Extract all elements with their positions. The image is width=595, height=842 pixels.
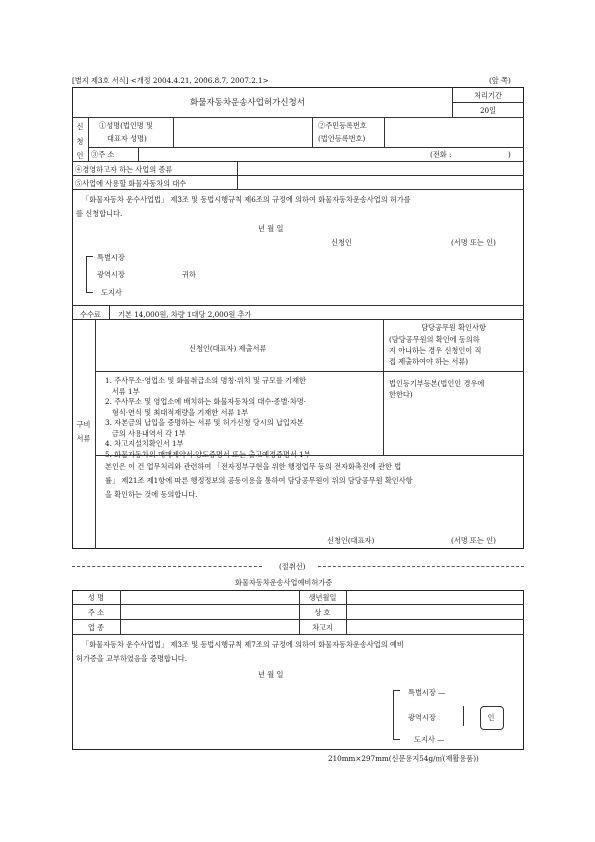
consent-sign-or-seal: (서명 또는 인): [451, 536, 496, 545]
authority-bracket: [86, 256, 93, 293]
processing-period-label: 처리기간: [474, 91, 502, 100]
cut-line-left: [72, 566, 262, 567]
cert-trade-label: 상 호: [314, 608, 331, 617]
official-check-note-3: 접 제출하여야 하는 서류): [389, 357, 469, 366]
cert-garage-field[interactable]: [347, 620, 523, 633]
phone-close: ): [508, 150, 511, 159]
cert-garage-label: 차고지: [312, 623, 333, 632]
cert-text-line-1: 「화물자동차 운수사업법」 제3조 및 동법시행규칙 제7조의 규정에 의하여 화물자동차운송사업의 예비: [82, 640, 404, 649]
form-title: 화물자동차운송사업허가신청서: [190, 98, 305, 108]
paper-spec-footer: 210mm×297mm(신문용지54g/㎡(재활용품)): [328, 754, 479, 763]
authority-1: 특별시장: [97, 253, 125, 262]
request-text-line-2: 를 신청합니다.: [76, 209, 123, 218]
cert-authority-1: 특별시장 —: [408, 688, 446, 697]
cert-business-field[interactable]: [121, 620, 298, 633]
applicant-label-2: 청: [76, 137, 84, 146]
official-check-note-1: (담당공무원의 확인에 동의하: [389, 335, 480, 344]
vehicle-count-field[interactable]: [238, 176, 523, 188]
official-doc-item: 한한다): [389, 389, 413, 399]
consent-sign-label: 신청인(대표자): [327, 536, 375, 545]
docs-label-2: 서류: [76, 434, 91, 443]
consent-line-2: 률」 제21조 제1항에 따른 행정정보의 공동이용을 통하여 담당공무원이 위의 담당공무원 확인사항: [105, 476, 413, 485]
cut-line-right: [318, 566, 524, 567]
applicant-label-3: 인: [76, 151, 84, 160]
cert-birth-field[interactable]: [347, 591, 523, 603]
address-field[interactable]: [139, 148, 523, 160]
id-number-field[interactable]: [385, 118, 523, 146]
cert-address-label: 주 소: [87, 608, 105, 617]
applicant-doc-item: 4. 차고지설치확인서 1부: [105, 439, 184, 448]
applicant-docs-list: [105, 376, 380, 460]
consent-line-3: 을 확인하는 것에 동의합니다.: [105, 490, 198, 499]
cert-authority-bar: [463, 706, 464, 726]
applicant-doc-item: 5. 화물자동차의 매매계약서·양도증명서 또는 출고예정증명서 1부: [105, 449, 311, 459]
fee-value: 기본 14,000원, 차량 1대당 2,000원 추가: [118, 310, 252, 319]
applicant-doc-item: 3. 자본금의 납입을 증명하는 서류 및 허가신청 당시의 납입자본: [105, 418, 304, 427]
address-label: ③주 소: [91, 150, 115, 159]
cert-trade-field[interactable]: [347, 605, 523, 618]
cut-label: (절취선): [279, 562, 306, 571]
request-text-line-1: 「화물자동차 운수사업법」 제3조 및 동법시행규칙 제6조의 규정에 의하여 화물자동차운송사업의 허가를: [82, 195, 411, 204]
name-label: ①성명(법인명 및: [99, 121, 153, 130]
vehicle-count-label: ⑤사업에 사용할 화물자동차의 대수: [75, 179, 187, 188]
sign-or-seal: (서명 또는 인): [451, 238, 496, 247]
processing-period-value: 20일: [479, 106, 497, 115]
cert-name-label: 성 명: [87, 593, 105, 602]
applicant-doc-item: 2. 주사무소 및 영업소에 배치하는 화물자동차의 대수·종별·차명·: [105, 397, 307, 406]
cert-business-label: 업 종: [87, 623, 105, 632]
cert-address-field[interactable]: [121, 605, 298, 618]
business-type-field[interactable]: [238, 162, 523, 174]
cert-text-line-2: 허가증을 교부하였음을 증명합니다.: [76, 654, 188, 663]
name-field[interactable]: [174, 118, 311, 146]
applicant-doc-item: 1. 주사무소·영업소 및 화물취급소의 명칭·위치 및 규모를 기재한: [105, 376, 307, 385]
official-doc-item: 법인등기부등본(법인인 경우에: [389, 379, 485, 388]
applicant-label-1: 신: [76, 122, 84, 131]
applicant-sign-label: 신청인: [331, 238, 352, 247]
certificate-title: 화물자동차운송사업예비허가증: [235, 578, 333, 587]
authority-3: 도지사: [101, 288, 122, 297]
cert-name-field[interactable]: [121, 591, 298, 603]
consent-line-1: 본인은 이 건 업무처리와 관련하여 「전자정부구현을 위한 행정업무 등의 전자화촉진에 관한 법: [105, 462, 402, 471]
official-docs-list: [389, 379, 484, 400]
seal-label: 인: [487, 713, 495, 722]
id-number-label-sub: (법인등록번호): [318, 134, 366, 143]
official-check-header: 담당공무원 확인사항: [421, 323, 486, 332]
request-date: 년 월 일: [258, 224, 284, 233]
docs-label-1: 구비: [76, 420, 91, 429]
form-number: [별지 제3호 서식] <개정 2004.4.21, 2006.8.7, 2007.2.1>: [72, 76, 269, 85]
applicant-docs-header: 신청인(대표자) 제출서류: [189, 344, 267, 353]
applicant-doc-item: 서류 1부: [105, 386, 140, 396]
applicant-doc-item: 형식·연식 및 최대적재량을 기재한 서류 1부: [105, 407, 249, 417]
id-number-label: ②주민등록번호: [318, 121, 367, 130]
business-type-label: ④경영하고자 하는 사업의 종류: [75, 165, 173, 174]
fee-label: 수수료: [80, 310, 101, 319]
cert-authority-2: 광역시장: [408, 713, 436, 722]
phone-label: (전화 :: [430, 150, 452, 159]
official-check-note-2: 지 아니하는 경우 신청인이 직: [389, 346, 482, 355]
applicant-doc-item: 금의 사용내역서 각 1부: [105, 428, 186, 438]
authority-2: 광역시장: [97, 270, 125, 279]
cert-authority-bracket: [393, 690, 400, 740]
cert-birth-label: 생년월일: [308, 593, 337, 602]
honorific: 귀하: [182, 270, 196, 279]
page-side: (앞 쪽): [489, 76, 511, 85]
name-label-sub: 대표자 성명): [107, 134, 147, 143]
cert-authority-3: 도지사 —: [414, 735, 445, 744]
cert-date: 년 월 일: [258, 670, 284, 679]
